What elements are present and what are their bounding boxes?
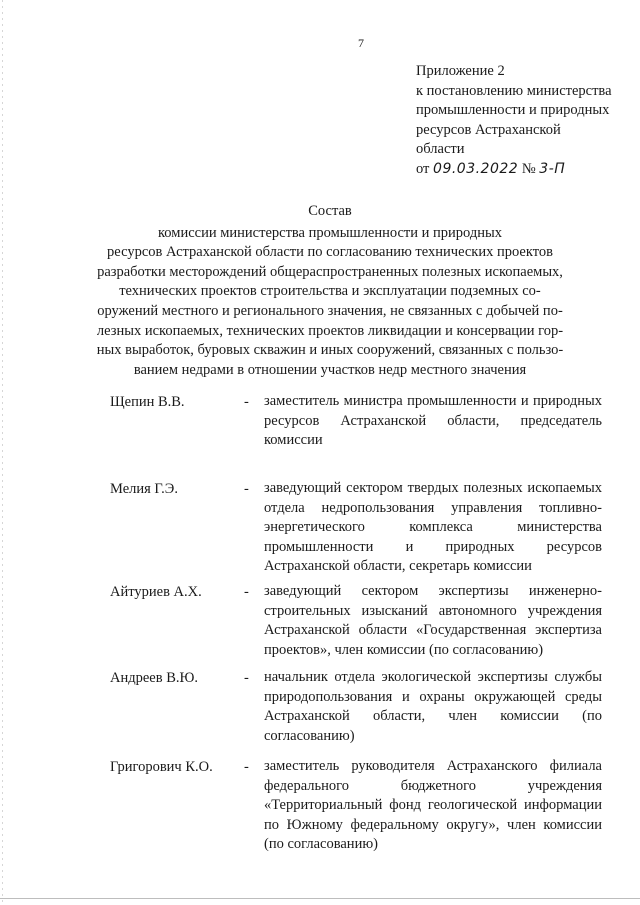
member-name: Щепин В.В. (110, 394, 185, 410)
member-name: Айтуриев А.Х. (110, 584, 202, 600)
member-role: заведующий сектором экспертизы инженерно-строительных изысканий автономного учреждения Астраханской области «Государственная экспертиза проектов», член комиссии (по согласованию) (264, 583, 602, 658)
appendix-line: к постановлению министерства (416, 82, 612, 99)
member-name: Мелия Г.Э. (110, 481, 178, 497)
member-dash: - (244, 394, 249, 410)
member-name: Андреев В.Ю. (110, 670, 199, 686)
title-line: комиссии министерства промышленности и природных (157, 224, 503, 241)
member-role: заместитель министра промышленности и природных ресурсов Астраханской области, председатель комиссии (264, 393, 602, 448)
member-dash: - (244, 759, 249, 775)
handwritten-number: 3-П (539, 160, 566, 177)
scan-bottom-edge (0, 898, 640, 899)
appendix-line: Приложение 2 (416, 63, 505, 79)
member-role: заведующий сектором твердых полезных ископаемых отдела недропользования управления топливно-энергетического комплекса министерства промышленности и природных ресурсов Астраханской области, секретарь комиссии (264, 480, 602, 574)
title-line: оружений местного и регионального значения, не связанных с добычей по- (97, 302, 563, 319)
title-line: ванием недрами в отношении участков недр местного значения (133, 361, 527, 378)
title-line: лезных ископаемых, технических проектов ликвидации и консервации гор- (96, 322, 564, 339)
member-dash: - (244, 670, 249, 686)
member-role: заместитель руководителя Астраханского филиала федерального бюджетного учреждения «Территориальный фонд геологической информации по Южному федеральному округу», член комиссии (по согласованию) (264, 758, 602, 852)
member-name: Григорович К.О. (110, 759, 213, 775)
handwritten-date: 09.03.2022 (433, 160, 519, 177)
title-heading: Состав (308, 203, 352, 219)
title-line: ных выработок, буровых скважин и иных сооружений, связанных с пользо- (96, 342, 564, 359)
number-prefix: № (521, 160, 536, 177)
member-role: начальник отдела экологической экспертизы службы природопользования и охраны окружающей среды Астраханской области, член комиссии (по согласованию) (264, 669, 602, 744)
member-dash: - (244, 584, 249, 600)
date-prefix: от (416, 160, 430, 177)
title-line: ресурсов Астраханской области по согласованию технических проектов (107, 244, 553, 261)
title-line: разработки месторождений общераспространенных полезных ископаемых, (97, 263, 563, 280)
page-number: 7 (358, 36, 364, 50)
title-line: технических проектов строительства и эксплуатации подземных со- (119, 283, 541, 300)
appendix-line: ресурсов Астраханской (416, 121, 561, 138)
member-dash: - (244, 481, 249, 497)
appendix-line: области (416, 141, 465, 158)
appendix-line: промышленности и природных (416, 102, 610, 119)
